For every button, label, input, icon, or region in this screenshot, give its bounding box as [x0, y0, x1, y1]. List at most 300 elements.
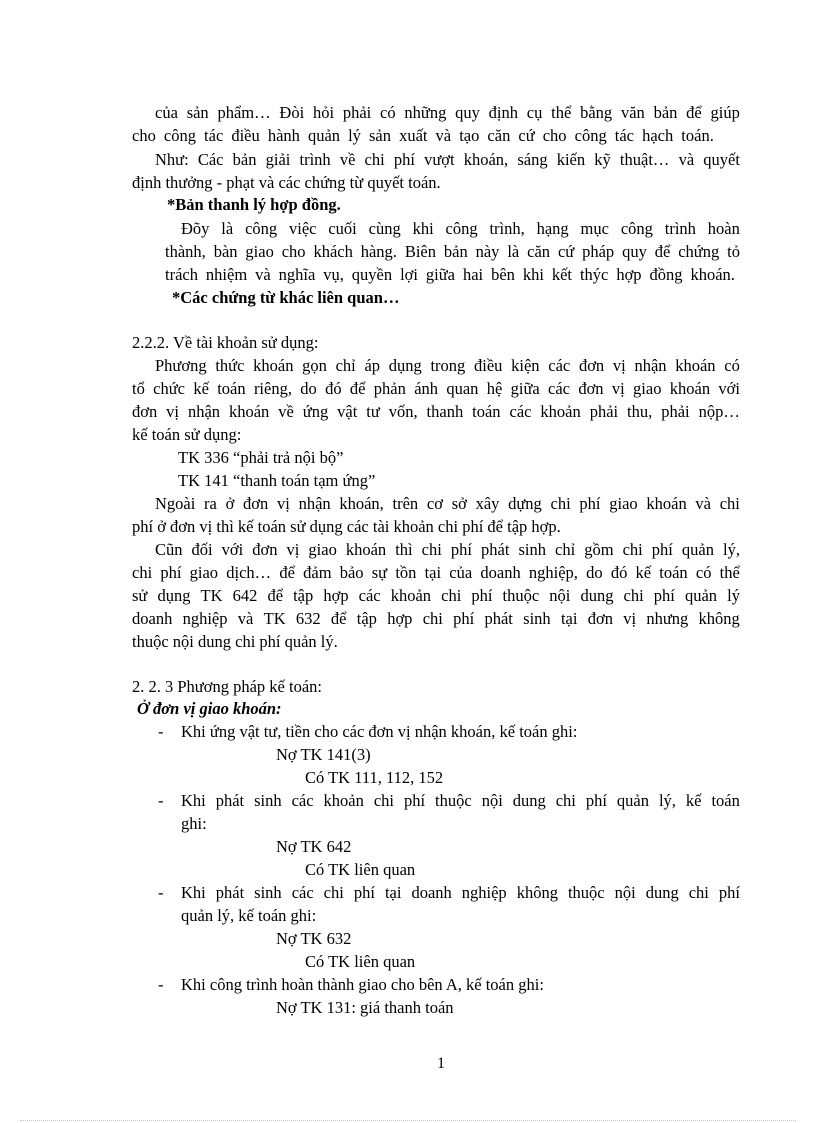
word: kỹ [594, 150, 611, 169]
word: vị [623, 609, 637, 628]
word: tạo [459, 126, 480, 145]
word: cứ [557, 242, 575, 261]
word: của [155, 103, 178, 122]
word: phải [661, 402, 690, 421]
word: toán. [681, 126, 714, 145]
word: khoán [228, 402, 270, 421]
word: tập [293, 586, 314, 605]
word: nhưng [646, 609, 689, 628]
word: phí [651, 540, 673, 559]
paragraph-line [155, 150, 740, 170]
word: tổ [132, 379, 145, 398]
word: Khi [181, 791, 206, 810]
word: cuối [328, 219, 357, 238]
word: phí [450, 540, 472, 559]
word: các [548, 356, 571, 375]
word: nội [549, 586, 571, 605]
paragraph-line [155, 494, 740, 514]
paragraph-line [132, 586, 740, 606]
word: cho [281, 242, 306, 261]
word: riêng, [253, 379, 292, 398]
paragraph-line [155, 356, 740, 376]
word: giúp [710, 103, 740, 122]
word: định [488, 103, 518, 122]
word: bản [443, 242, 468, 261]
page-bottom-border [20, 1120, 796, 1121]
word: đơn [578, 379, 604, 398]
word: TK [200, 586, 223, 605]
word: nội [614, 883, 636, 902]
word: sự [371, 563, 388, 582]
word: kế [685, 791, 702, 810]
word: bản [653, 103, 678, 122]
paragraph-line: kế toán sử dụng: [132, 425, 242, 444]
word: các [509, 402, 532, 421]
word: căn [527, 242, 551, 261]
word: trên [392, 494, 419, 513]
entry-debit: Nợ TK 632 [276, 929, 352, 948]
word: sáng [517, 150, 548, 169]
word: không [516, 883, 558, 902]
word: mục [580, 219, 609, 238]
word: chi [719, 494, 740, 513]
word: 642 [232, 586, 258, 605]
word: căn [487, 126, 511, 145]
word: khoán [345, 540, 387, 559]
word: quản [616, 791, 649, 810]
word: tồn [395, 563, 417, 582]
word: sở [451, 494, 467, 513]
word: đồng [649, 265, 683, 284]
word: cùng [368, 219, 401, 238]
paragraph-line [132, 402, 740, 422]
word: chi [422, 609, 443, 628]
list-item [181, 791, 740, 811]
word: nghiệp [461, 883, 507, 902]
word: do [586, 563, 603, 582]
word: giao [609, 494, 638, 513]
word: Biên [404, 242, 436, 261]
word: khoán [646, 494, 687, 513]
word: thuộc [502, 586, 540, 605]
word: Ngoài [155, 494, 196, 513]
word: chi [550, 494, 571, 513]
word: vị [612, 356, 626, 375]
word: vị [611, 379, 625, 398]
word: bên [491, 265, 515, 284]
word: phí [585, 791, 607, 810]
word: đơn [587, 609, 613, 628]
word: chi [441, 586, 462, 605]
word: với [718, 379, 740, 398]
word: chi [364, 150, 385, 169]
paragraph-line [132, 126, 714, 146]
word: kiện [511, 356, 540, 375]
word: việc [289, 219, 317, 238]
word: phát [215, 791, 245, 810]
word: nhận [187, 402, 221, 421]
paragraph-line [181, 219, 740, 239]
list-item: Khi ứng vật tư, tiền cho các đơn vị nhận khoán, kế toán ghi: [181, 722, 578, 741]
word: áp [364, 356, 381, 375]
word: chi [421, 540, 442, 559]
word: khi [522, 265, 544, 284]
word: đơn [578, 356, 605, 375]
word: Như: [155, 150, 189, 169]
word: đơn [252, 540, 278, 559]
word: là [221, 219, 234, 238]
word: nội [481, 791, 503, 810]
word: cơ [426, 494, 443, 513]
word: để [686, 103, 702, 122]
word: Các [197, 150, 224, 169]
paragraph-line [132, 563, 740, 583]
word: khoán [253, 356, 294, 375]
word: hành [267, 126, 300, 145]
word: của [449, 563, 473, 582]
word: giao [308, 540, 337, 559]
list-bullet: - [158, 883, 164, 902]
word: đó [610, 563, 628, 582]
word: giải [265, 150, 291, 169]
word: có [695, 563, 712, 582]
word: nhiệm [205, 265, 248, 284]
word: quyết [703, 150, 740, 169]
word: sử [132, 586, 148, 605]
word: khoán. [690, 265, 735, 284]
word: khoản [390, 586, 432, 605]
word: gồm [584, 540, 614, 559]
word: bản [232, 150, 257, 169]
word: dựng [508, 494, 542, 513]
word: khoản [323, 791, 364, 810]
word: cho [542, 126, 567, 145]
word: pháp [582, 242, 615, 261]
word: có [380, 103, 396, 122]
word: dung [580, 586, 614, 605]
word: chỉ [555, 540, 576, 559]
word: khoán, [339, 494, 384, 513]
word: không [698, 609, 740, 628]
word: vị [277, 494, 290, 513]
word: toán [217, 379, 246, 398]
word: đơn [132, 402, 158, 421]
word: đơn [243, 494, 269, 513]
word: hai [462, 265, 484, 284]
word: nhận [634, 356, 667, 375]
word: Cũn [155, 540, 183, 559]
account-line: TK 141 “thanh toán tạm ứng” [178, 471, 376, 490]
word: tỏ [727, 242, 740, 261]
word: để [267, 586, 284, 605]
word: chức [153, 379, 185, 398]
word: dụng [388, 356, 422, 375]
word: đó [325, 379, 342, 398]
word: phí [653, 586, 675, 605]
word: hệ [486, 379, 503, 398]
word: cứ [518, 126, 535, 145]
section-heading: *Các chứng từ khác liên quan… [172, 288, 400, 307]
paragraph-line: định thưởng - phạt và các chứng từ quyết toán. [132, 173, 441, 192]
word: sinh [254, 791, 282, 810]
word: phát [484, 609, 513, 628]
word: doanh [411, 883, 452, 902]
word: phải [589, 402, 619, 421]
section-heading: *Bản thanh lý hợp đồng. [167, 195, 341, 214]
paragraph-line [155, 540, 740, 560]
word: và [695, 494, 711, 513]
word: điều [474, 356, 503, 375]
word: các [548, 379, 571, 398]
word: khách [313, 242, 353, 261]
paragraph-line [132, 379, 740, 399]
word: bàn [213, 242, 238, 261]
word: doanh [132, 609, 173, 628]
word: kế [193, 379, 209, 398]
word: trình, [489, 219, 525, 238]
word: kiến [556, 150, 586, 169]
entry-credit: Có TK liên quan [305, 952, 416, 971]
word: ở [225, 494, 235, 513]
word: Đòi [279, 103, 305, 122]
word: đảm [303, 563, 332, 582]
word: 632 [295, 609, 321, 628]
word: lý, [658, 791, 676, 810]
word: hoàn [707, 219, 740, 238]
word: phát [215, 883, 245, 902]
word: hàng. [360, 242, 397, 261]
list-item: Khi công trình hoàn thành giao cho bên A, kế toán ghi: [181, 975, 544, 994]
word: trong [430, 356, 466, 375]
word: trách [165, 265, 198, 284]
word: dịch… [226, 563, 272, 582]
word: trình [664, 219, 696, 238]
entry-debit: Nợ TK 131: giá thanh toán [276, 998, 454, 1017]
word: và [237, 609, 254, 628]
word: này [475, 242, 500, 261]
word: chi [555, 791, 576, 810]
word: công [245, 219, 278, 238]
word: phí [403, 791, 426, 810]
word: gọn [302, 356, 327, 375]
page-number: 1 [437, 1055, 445, 1072]
word: tác [614, 126, 634, 145]
word: lý, [723, 540, 740, 559]
word: vật [337, 402, 358, 421]
word: cho [132, 126, 156, 145]
word: giao [633, 379, 662, 398]
word: tác [204, 126, 224, 145]
word: đối [191, 540, 213, 559]
subsection-title: Ở đơn vị giao khoán: [137, 699, 282, 718]
word: và [255, 265, 271, 284]
word: sinh [254, 883, 282, 902]
word: lý [727, 586, 740, 605]
word: những [404, 103, 447, 122]
word: toán [711, 791, 740, 810]
word: bằng [580, 103, 613, 122]
word: về [339, 150, 356, 169]
word: Khi [181, 883, 206, 902]
word: thể [719, 563, 740, 582]
word: thuộc [567, 883, 605, 902]
word: hạch [642, 126, 674, 145]
word: giữa [425, 265, 456, 284]
word: các [291, 883, 314, 902]
word: thể [551, 103, 572, 122]
word: ứng [302, 402, 329, 421]
word: xuất [399, 126, 428, 145]
word: quản [684, 586, 718, 605]
word: vị [166, 402, 180, 421]
word: phí [453, 609, 475, 628]
paragraph-line [165, 242, 740, 262]
word: để [279, 563, 295, 582]
word: sinh [523, 609, 551, 628]
list-item: quản lý, kế toán ghi: [181, 906, 317, 925]
list-bullet: - [158, 791, 164, 810]
word: thức [215, 356, 245, 375]
word: quy [455, 103, 480, 122]
word: ánh [414, 379, 439, 398]
word: công [445, 219, 478, 238]
word: để [349, 379, 366, 398]
word: để [330, 609, 347, 628]
word: do [300, 379, 317, 398]
word: về [278, 402, 294, 421]
word: xây [475, 494, 500, 513]
word: doanh [480, 563, 521, 582]
section-title: 2. 2. 3 Phương pháp kế toán: [132, 677, 322, 696]
word: tại [384, 883, 402, 902]
word: chi [132, 563, 153, 582]
word: phản [373, 379, 406, 398]
list-bullet: - [158, 722, 164, 741]
entry-credit: Có TK 111, 112, 152 [305, 768, 444, 787]
word: chi [622, 540, 643, 559]
paragraph-line [155, 103, 740, 123]
word: phí [393, 150, 415, 169]
word: TK [263, 609, 286, 628]
word: thuật… [619, 150, 670, 169]
word: chi [623, 586, 644, 605]
word: chi [688, 883, 709, 902]
paragraph-line [132, 609, 740, 629]
word: chứng [678, 242, 720, 261]
word: phí [160, 563, 182, 582]
word: tại [424, 563, 442, 582]
word: Đõy [181, 219, 210, 238]
word: Phương [155, 356, 207, 375]
list-item [181, 883, 740, 903]
word: cụ [526, 103, 543, 122]
word: các [291, 791, 314, 810]
word: ra [204, 494, 217, 513]
word: là [507, 242, 520, 261]
word: điều [231, 126, 260, 145]
word: công [163, 126, 196, 145]
word: sản [369, 126, 391, 145]
word: công [574, 126, 607, 145]
word: thành, [165, 242, 206, 261]
word: khoán [675, 356, 716, 375]
word: vụ, [323, 265, 344, 284]
word: phí [353, 883, 375, 902]
word: sản [186, 103, 209, 122]
entry-credit: Có TK liên quan [305, 860, 416, 879]
word: lợi [400, 265, 418, 284]
word: chỉ [335, 356, 356, 375]
word: hợp [323, 586, 349, 605]
word: thýc [579, 265, 609, 284]
word: toán [659, 563, 688, 582]
entry-debit: Nợ TK 642 [276, 837, 352, 856]
word: nghiệp [182, 609, 228, 628]
word: phẩm… [217, 103, 271, 122]
word: tập [356, 609, 377, 628]
word: với [221, 540, 244, 559]
word: phí [718, 883, 740, 902]
word: thì [395, 540, 413, 559]
word: phát [481, 540, 510, 559]
word: hỏi [312, 103, 335, 122]
list-item: ghi: [181, 814, 207, 833]
entry-debit: Nợ TK 141(3) [276, 745, 371, 764]
word: phí [579, 494, 601, 513]
word: văn [620, 103, 645, 122]
word: tư [366, 402, 380, 421]
word: để [654, 242, 671, 261]
word: và [678, 150, 695, 169]
word: dụng [157, 586, 191, 605]
word: nộp… [698, 402, 740, 421]
word: quản [681, 540, 714, 559]
word: hợp [387, 609, 413, 628]
word: sinh [518, 540, 546, 559]
word: giao [189, 563, 219, 582]
word: trình [299, 150, 331, 169]
word: kết [551, 265, 573, 284]
word: phí [471, 586, 493, 605]
paragraph-line [165, 265, 735, 285]
word: khoản [540, 402, 581, 421]
word: thuộc [435, 791, 472, 810]
word: bảo [339, 563, 364, 582]
word: lý [348, 126, 361, 145]
word: quan [446, 379, 479, 398]
word: có [724, 356, 740, 375]
word: quyền [351, 265, 393, 284]
word: nghiệp, [528, 563, 578, 582]
list-bullet: - [158, 975, 164, 994]
word: giữa [510, 379, 540, 398]
word: chi [373, 791, 395, 810]
paragraph-line: phí ở đơn vị thì kế toán sử dụng các tài khoản chi phí để tập hợp. [132, 517, 561, 536]
word: hạng [536, 219, 569, 238]
word: thanh [426, 402, 464, 421]
word: giao [245, 242, 274, 261]
word: và [435, 126, 452, 145]
word: phải [342, 103, 372, 122]
word: vốn, [388, 402, 418, 421]
word: quy [622, 242, 647, 261]
section-title: 2.2.2. Về tài khoản sử dụng: [132, 333, 319, 352]
word: vị [286, 540, 300, 559]
word: kế [635, 563, 652, 582]
word: dung [512, 791, 546, 810]
word: vượt [424, 150, 455, 169]
word: tại [560, 609, 578, 628]
